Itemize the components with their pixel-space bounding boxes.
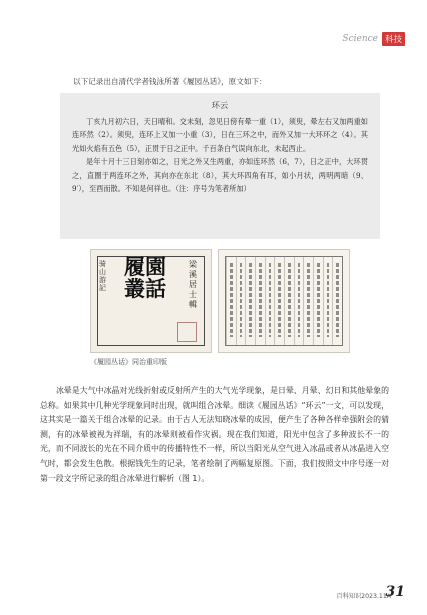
quote-box — [60, 93, 380, 239]
intro-text: 以下记录出自清代学者钱泳所著《履园丛话》，原文如下： — [73, 77, 267, 86]
quote-paragraph: 是年十月十三日刻亦如之，日光之外又生两重，亦如连环然（6，7），日之正中，大环贯之，直圈于两连环之外，其向亦在东北（8），其大环四角有耳，如小月状，两明两暗（9、9′），至酉而散。不知是何祥也。（注：序号为笔者所加） — [72, 157, 368, 194]
cover-title: 履園叢話 — [124, 254, 166, 301]
book-page-image — [218, 249, 350, 353]
section-label-english: Science — [342, 34, 378, 44]
book-figure — [90, 237, 350, 371]
section-header — [342, 32, 405, 46]
section-label-chinese: 科技 — [382, 32, 405, 46]
book-cover-image — [90, 249, 212, 353]
quote-title: 环云 — [211, 100, 229, 110]
seal-stamp — [177, 322, 197, 342]
cover-side-text: 骑山游記 — [99, 260, 106, 292]
page-number: 31 — [385, 584, 405, 600]
page-text-columns — [225, 256, 343, 346]
quote-paragraph: 丁亥九月初六日，天日晴和。交未刻，忽见日傍有晕一重（1），须臾，晕左右又加两重如连环然（2）。须臾，连环上又加一小重（3），日在三环之中，而外又加一大环环之（4）。其光如火焰有五色（5），正贯于日之正中。千百条白气误向东北，未起西止。 — [72, 117, 368, 153]
cover-author: 梁溪居士輯 — [189, 260, 197, 309]
body-paragraph: 冰晕是大气中冰晶对光线折射或反射所产生的大气光学现象，是日晕、月晕、幻日和其他晕象的总称。如果其中几种光学现象同时出现，就叫组合冰晕。细读《履园丛话》“环云”一文，可以发现，这其实是一篇关于组合冰晕的记录。由于古人无法知晓冰晕的成因，便产生了各种各样牵强附会的猜测，有的冰晕被视为祥瑞，有的冰晕则被看作灾祸。现在我们知道，阳光中包含了多种波长不一的光，而不同波长的光在不同介质中的传播特性不一样，所以当阳光从空气进入冰晶或者从冰晶进入空气时，都会发生色散。根据钱先生的记录，笔者绘制了两幅复原图。下面，我们按照文中序号逐一对第一段文字所记录的组合冰晕进行解析（图 1）。 — [40, 386, 389, 483]
figure-caption: 《履园丛话》同治重印版 — [90, 358, 167, 366]
journal-issue: 百科知识2023.11A — [336, 593, 391, 600]
